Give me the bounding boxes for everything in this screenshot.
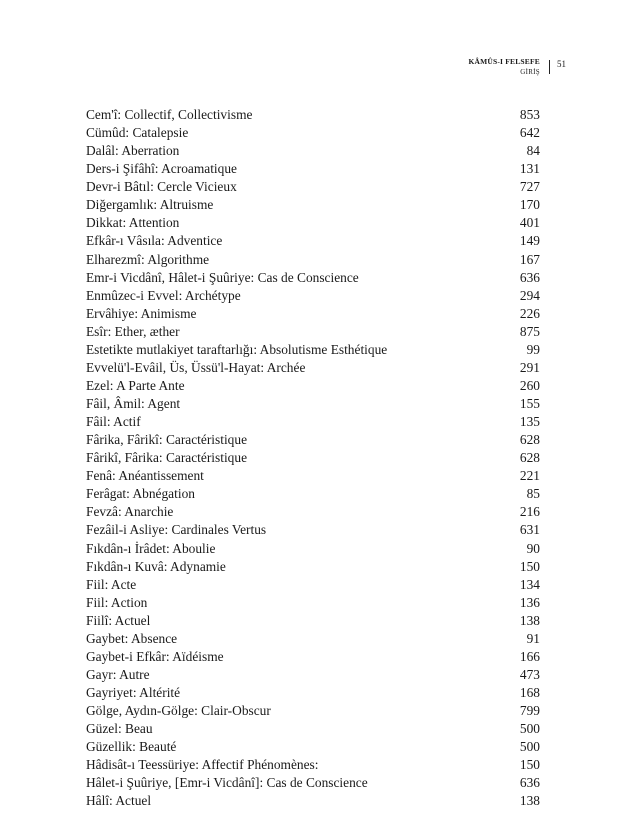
index-entry bbox=[86, 792, 540, 810]
index-entry-page: 155 bbox=[519, 396, 540, 411]
index-entry-term: Fâil: Actif bbox=[86, 414, 141, 430]
index-entry-page: 99 bbox=[526, 341, 540, 357]
running-head-separator bbox=[549, 60, 550, 74]
index-entry-page: 131 bbox=[519, 161, 540, 177]
index-entry-page: 853 bbox=[519, 107, 540, 122]
index-entry-term: Dalâl: Aberration bbox=[86, 143, 180, 159]
index-entry bbox=[86, 774, 540, 792]
index-entry-page: 150 bbox=[519, 558, 540, 574]
index-entry-term: Ferâgat: Abnégation bbox=[86, 486, 195, 502]
index-entry bbox=[86, 503, 540, 521]
index-entry bbox=[86, 269, 540, 287]
index-entry-page: 168 bbox=[519, 685, 540, 700]
index-entry-term: Esîr: Ether, æther bbox=[86, 323, 180, 339]
index-entry bbox=[86, 377, 540, 395]
index-entry-page: 136 bbox=[519, 594, 540, 610]
index-entry bbox=[86, 467, 540, 485]
index-entry-term: Hâlet-i Şuûriye, [Emr-i Vicdânî]: Cas de Conscience bbox=[86, 775, 368, 791]
index-entry-term: Gaybet: Absence bbox=[86, 630, 178, 646]
index-entry bbox=[86, 413, 540, 431]
index-entry-page: 91 bbox=[526, 630, 540, 646]
index-entry-term: Fiil: Action bbox=[86, 594, 148, 610]
index-entry-term: Cem'î: Collectif, Collectivisme bbox=[86, 107, 253, 122]
index-entry bbox=[86, 142, 540, 160]
index-entry-term: Ezel: A Parte Ante bbox=[86, 377, 185, 393]
index-entry-term: Fıkdân-ı İrâdet: Aboulie bbox=[86, 540, 216, 556]
running-head-title: KÂMÛS-I FELSEFE bbox=[468, 57, 540, 66]
index-entry-term: Gölge, Aydın-Gölge: Clair-Obscur bbox=[86, 703, 271, 719]
index-entry bbox=[86, 540, 540, 558]
index-entry bbox=[86, 106, 540, 124]
index-entry bbox=[86, 305, 540, 323]
index-entry bbox=[86, 287, 540, 305]
index-entry bbox=[86, 196, 540, 214]
index-entry bbox=[86, 630, 540, 648]
index-entry-page: 135 bbox=[519, 414, 540, 430]
index-entry-term: Devr-i Bâtıl: Cercle Vicieux bbox=[86, 179, 237, 195]
index-entry-page: 294 bbox=[519, 287, 540, 303]
index-entry-page: 628 bbox=[519, 450, 540, 466]
index-entry-term: Güzellik: Beauté bbox=[86, 739, 177, 755]
index-entry bbox=[86, 395, 540, 413]
index-entry-page: 216 bbox=[519, 504, 540, 520]
index-entry bbox=[86, 178, 540, 196]
index-entry-term: Hâdisât-ı Teessüriye: Affectif Phénomènes: bbox=[86, 757, 319, 773]
index-entry-term: Efkâr-ı Vâsıla: Adventice bbox=[86, 233, 223, 249]
index-entry-page: 401 bbox=[519, 215, 540, 231]
index-entry bbox=[86, 214, 540, 232]
index-entry bbox=[86, 720, 540, 738]
index-entry-page: 875 bbox=[519, 323, 540, 339]
index-entry-page: 138 bbox=[519, 793, 540, 809]
index-entry bbox=[86, 738, 540, 756]
index-entry-term: Fıkdân-ı Kuvâ: Adynamie bbox=[86, 558, 226, 574]
running-head bbox=[468, 58, 540, 76]
index-entry-term: Ders-i Şifâhî: Acroamatique bbox=[86, 161, 237, 177]
index-entry bbox=[86, 521, 540, 539]
index-entry-page: 727 bbox=[519, 179, 540, 195]
index-entry-term: Fârikî, Fârika: Caractéristique bbox=[86, 450, 248, 466]
index-entry-page: 636 bbox=[519, 775, 540, 791]
index-entry bbox=[86, 449, 540, 467]
index-entry-page: 170 bbox=[519, 197, 540, 213]
index-entry-page: 149 bbox=[519, 233, 540, 249]
index-entry-page: 500 bbox=[519, 739, 540, 755]
index-entry-term: Gayr: Autre bbox=[86, 666, 150, 682]
index-entry-term: Evvelü'l-Evâil, Üs, Üssü'l-Hayat: Archée bbox=[86, 359, 306, 375]
index-entry bbox=[86, 666, 540, 684]
index-entry-page: 226 bbox=[519, 305, 540, 321]
index-entry-term: Enmûzec-i Evvel: Archétype bbox=[86, 287, 241, 303]
index-entry bbox=[86, 612, 540, 630]
index-entry bbox=[86, 160, 540, 178]
index-entry bbox=[86, 576, 540, 594]
index-entry-page: 221 bbox=[519, 468, 540, 484]
index-entry bbox=[86, 702, 540, 720]
index-entry-page: 631 bbox=[519, 522, 540, 538]
index-entry-term: Hâlî: Actuel bbox=[86, 793, 152, 809]
index-entry-page: 90 bbox=[526, 540, 540, 556]
index-entry-term: Gaybet-i Efkâr: Aïdéisme bbox=[86, 648, 224, 664]
index-entry-page: 473 bbox=[519, 666, 540, 682]
index-entry-page: 85 bbox=[526, 486, 540, 502]
index-entry bbox=[86, 251, 540, 269]
index-entry-term: Cümûd: Catalepsie bbox=[86, 125, 189, 141]
index-entry bbox=[86, 431, 540, 449]
index-entry-page: 799 bbox=[519, 703, 540, 719]
index-entry bbox=[86, 558, 540, 576]
index-entry bbox=[86, 648, 540, 666]
index-entry-page: 636 bbox=[519, 269, 540, 285]
index-entry-term: Estetikte mutlakiyet taraftarlığı: Absolutisme Esthétique bbox=[86, 341, 388, 357]
index-entry-page: 138 bbox=[519, 612, 540, 628]
index-entry-term: Güzel: Beau bbox=[86, 721, 153, 737]
index-entry bbox=[86, 124, 540, 142]
index-entry-term: Fâil, Âmil: Agent bbox=[86, 396, 181, 411]
index-entry bbox=[86, 359, 540, 377]
index-entry-term: Dikkat: Attention bbox=[86, 215, 180, 231]
index-entry-page: 134 bbox=[519, 576, 540, 592]
index-entry-term: Fârika, Fârikî: Caractéristique bbox=[86, 432, 248, 448]
index-list bbox=[86, 106, 540, 810]
index-entry-page: 291 bbox=[519, 359, 540, 375]
index-entry-term: Ervâhiye: Animisme bbox=[86, 305, 197, 321]
index-entry-term: Fenâ: Anéantissement bbox=[86, 468, 204, 484]
index-entry-term: Gayriyet: Altérité bbox=[86, 685, 181, 700]
index-entry-term: Elharezmî: Algorithme bbox=[86, 251, 210, 267]
index-entry-page: 260 bbox=[519, 377, 540, 393]
index-entry-term: Fevzâ: Anarchie bbox=[86, 504, 174, 520]
index-entry-term: Emr-i Vicdânî, Hâlet-i Şuûriye: Cas de Conscience bbox=[86, 269, 359, 285]
index-entry-page: 84 bbox=[526, 143, 540, 159]
index-entry bbox=[86, 684, 540, 702]
page-number: 51 bbox=[557, 59, 566, 69]
index-entry-page: 628 bbox=[519, 432, 540, 448]
index-entry-page: 167 bbox=[519, 251, 540, 267]
index-entry-term: Fezâil-i Asliye: Cardinales Vertus bbox=[86, 522, 267, 538]
index-entry-page: 166 bbox=[519, 648, 540, 664]
index-entry-term: Fiilî: Actuel bbox=[86, 612, 151, 628]
index-entry-page: 500 bbox=[519, 721, 540, 737]
index-entry-page: 150 bbox=[519, 757, 540, 773]
index-entry bbox=[86, 756, 540, 774]
index-entry bbox=[86, 232, 540, 250]
index-entry bbox=[86, 341, 540, 359]
index-entry-term: Fiil: Acte bbox=[86, 576, 137, 592]
index-entry bbox=[86, 594, 540, 612]
index-entry bbox=[86, 323, 540, 341]
running-head-subtitle: GİRİŞ bbox=[520, 67, 540, 76]
index-entry bbox=[86, 485, 540, 503]
index-entry-page: 642 bbox=[519, 125, 540, 141]
index-entry-term: Diğergamlık: Altruisme bbox=[86, 197, 214, 213]
